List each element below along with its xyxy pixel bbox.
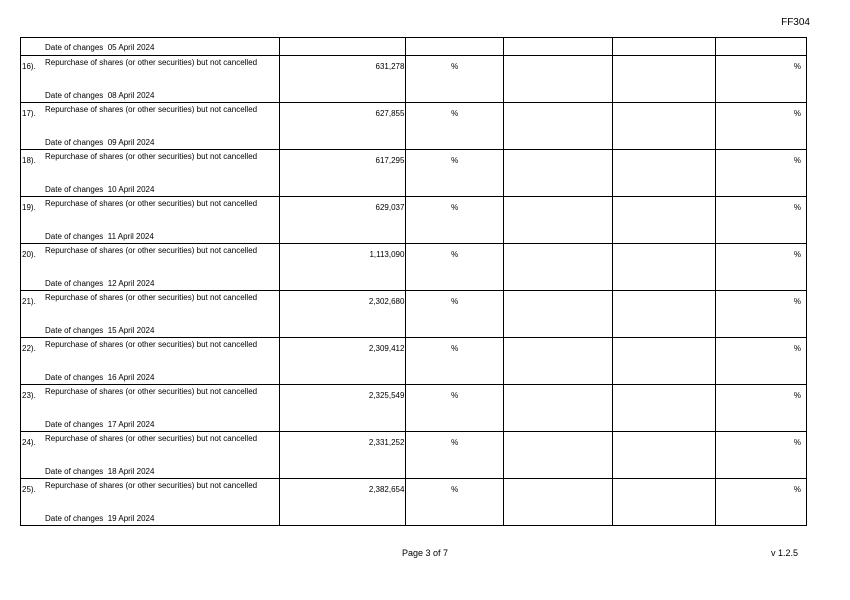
percent-sign: % (793, 438, 801, 447)
pct-cell (716, 103, 807, 150)
description-cell (21, 479, 280, 526)
date-of-changes (45, 137, 154, 148)
pct-cell (406, 385, 504, 432)
description-cell (21, 291, 280, 338)
date-of-changes (45, 466, 154, 477)
blank-cell (612, 338, 716, 385)
description-cell (21, 103, 280, 150)
percent-sign: % (451, 485, 459, 494)
blank-cell (504, 338, 613, 385)
row-number: 21). (22, 297, 36, 306)
date-value: 09 April 2024 (107, 138, 155, 147)
version-label: v 1.2.5 (770, 548, 798, 558)
transaction-description: Repurchase of shares (or other securities) but not cancelled (45, 481, 258, 490)
date-of-changes (45, 419, 154, 430)
date-value: 18 April 2024 (107, 467, 155, 476)
share-count: 1,113,090 (369, 250, 405, 259)
date-value: 17 April 2024 (107, 420, 155, 429)
percent-sign: % (451, 203, 459, 212)
description-cell (21, 338, 280, 385)
value-cell (279, 338, 406, 385)
transaction-description: Repurchase of shares (or other securities) but not cancelled (45, 105, 258, 114)
value-cell (279, 38, 406, 56)
date-of-changes (45, 325, 154, 336)
row-number: 18). (22, 156, 36, 165)
date-label: Date of changes (45, 185, 104, 194)
blank-cell (504, 432, 613, 479)
table-row (21, 244, 807, 291)
transaction-description: Repurchase of shares (or other securities) but not cancelled (45, 340, 258, 349)
percent-sign: % (451, 391, 459, 400)
value-cell (279, 385, 406, 432)
blank-cell (504, 244, 613, 291)
percent-sign: % (451, 344, 459, 353)
pct-cell (406, 244, 504, 291)
table-row (21, 197, 807, 244)
share-count: 627,855 (375, 109, 405, 118)
blank-cell (504, 385, 613, 432)
pct-cell (716, 197, 807, 244)
table-row (21, 338, 807, 385)
percent-sign: % (451, 109, 459, 118)
pct-cell (406, 479, 504, 526)
blank-cell (504, 103, 613, 150)
share-count: 629,037 (375, 203, 405, 212)
percent-sign: % (451, 156, 459, 165)
blank-cell (612, 244, 716, 291)
blank-cell (612, 432, 716, 479)
percent-sign: % (793, 344, 801, 353)
percent-sign: % (451, 438, 459, 447)
share-count: 617,295 (375, 156, 405, 165)
table-row (21, 150, 807, 197)
pct-cell (716, 338, 807, 385)
row-number: 22). (22, 344, 36, 353)
description-cell (21, 56, 280, 103)
blank-cell (504, 291, 613, 338)
table-row-continued (21, 38, 807, 56)
transaction-description: Repurchase of shares (or other securities) but not cancelled (45, 152, 258, 161)
date-label: Date of changes (45, 43, 104, 52)
table-row (21, 479, 807, 526)
pct-cell (716, 244, 807, 291)
percent-sign: % (451, 62, 459, 71)
pct-cell (406, 197, 504, 244)
description-cell (21, 150, 280, 197)
table-row (21, 103, 807, 150)
form-code: FF304 (781, 17, 810, 28)
date-value: 16 April 2024 (107, 373, 155, 382)
date-value: 11 April 2024 (107, 232, 154, 241)
page-number: Page 3 of 7 (401, 548, 449, 558)
pct-cell (716, 385, 807, 432)
table-row (21, 56, 807, 103)
share-count: 2,331,252 (368, 438, 405, 447)
date-value: 19 April 2024 (107, 514, 155, 523)
description-cell (21, 38, 280, 56)
blank-cell (612, 291, 716, 338)
pct-cell (716, 150, 807, 197)
percent-sign: % (451, 297, 459, 306)
pct-cell (406, 338, 504, 385)
blank-cell (504, 197, 613, 244)
transaction-description: Repurchase of shares (or other securities) but not cancelled (45, 58, 258, 67)
blank-cell (612, 150, 716, 197)
percent-sign: % (793, 109, 801, 118)
share-count: 2,309,412 (368, 344, 405, 353)
percent-sign: % (451, 250, 459, 259)
table-row (21, 432, 807, 479)
blank-cell (504, 479, 613, 526)
blank-cell (612, 103, 716, 150)
pct-cell (406, 150, 504, 197)
description-cell (21, 432, 280, 479)
value-cell (279, 150, 406, 197)
row-number: 23). (22, 391, 36, 400)
percent-sign: % (793, 485, 801, 494)
date-of-changes (45, 184, 154, 195)
date-value: 08 April 2024 (107, 91, 155, 100)
date-label: Date of changes (45, 467, 104, 476)
date-label: Date of changes (45, 420, 104, 429)
date-value: 12 April 2024 (107, 279, 155, 288)
transaction-description: Repurchase of shares (or other securities) but not cancelled (45, 199, 258, 208)
percent-sign: % (793, 250, 801, 259)
share-count: 631,278 (375, 62, 405, 71)
date-of-changes (45, 372, 154, 383)
row-number: 17). (22, 109, 36, 118)
value-cell (279, 197, 406, 244)
blank-cell (612, 479, 716, 526)
changes-table (20, 37, 807, 526)
blank-cell (612, 385, 716, 432)
transaction-description: Repurchase of shares (or other securities) but not cancelled (45, 293, 258, 302)
date-value: 05 April 2024 (107, 43, 155, 52)
blank-cell (504, 38, 613, 56)
row-number: 19). (22, 203, 36, 212)
date-label: Date of changes (45, 232, 104, 241)
row-number: 16). (22, 62, 36, 71)
pct-cell (406, 291, 504, 338)
date-label: Date of changes (45, 279, 104, 288)
row-number: 20). (22, 250, 36, 259)
share-count: 2,302,680 (368, 297, 405, 306)
pct-cell (716, 479, 807, 526)
pct-cell (716, 291, 807, 338)
pct-cell (406, 56, 504, 103)
pct-cell (716, 38, 807, 56)
table-row (21, 385, 807, 432)
blank-cell (612, 38, 716, 56)
blank-cell (504, 150, 613, 197)
transaction-description: Repurchase of shares (or other securities) but not cancelled (45, 246, 258, 255)
date-label: Date of changes (45, 373, 104, 382)
description-cell (21, 244, 280, 291)
date-label: Date of changes (45, 326, 104, 335)
transaction-description: Repurchase of shares (or other securities) but not cancelled (45, 434, 258, 443)
pct-cell (406, 103, 504, 150)
percent-sign: % (793, 391, 801, 400)
value-cell (279, 56, 406, 103)
share-count: 2,325,549 (368, 391, 405, 400)
value-cell (279, 103, 406, 150)
transaction-description: Repurchase of shares (or other securities) but not cancelled (45, 387, 258, 396)
value-cell (279, 479, 406, 526)
percent-sign: % (793, 156, 801, 165)
share-count: 2,382,654 (368, 485, 405, 494)
description-cell (21, 197, 280, 244)
date-of-changes (45, 90, 154, 101)
date-of-changes (45, 513, 154, 524)
value-cell (279, 432, 406, 479)
blank-cell (612, 197, 716, 244)
blank-cell (612, 56, 716, 103)
row-number: 24). (22, 438, 36, 447)
date-label: Date of changes (45, 91, 104, 100)
row-number: 25). (22, 485, 36, 494)
description-cell (21, 385, 280, 432)
date-of-changes (45, 278, 154, 289)
date-value: 15 April 2024 (107, 326, 155, 335)
date-of-changes (45, 231, 154, 242)
date-label: Date of changes (45, 138, 104, 147)
table-row (21, 291, 807, 338)
changes-table-body (21, 38, 807, 526)
value-cell (279, 244, 406, 291)
pct-cell (406, 432, 504, 479)
pct-cell (406, 38, 504, 56)
date-of-changes (45, 42, 154, 53)
blank-cell (504, 56, 613, 103)
value-cell (279, 291, 406, 338)
percent-sign: % (793, 297, 801, 306)
percent-sign: % (793, 62, 801, 71)
date-value: 10 April 2024 (107, 185, 155, 194)
pct-cell (716, 56, 807, 103)
pct-cell (716, 432, 807, 479)
date-label: Date of changes (45, 514, 104, 523)
percent-sign: % (793, 203, 801, 212)
